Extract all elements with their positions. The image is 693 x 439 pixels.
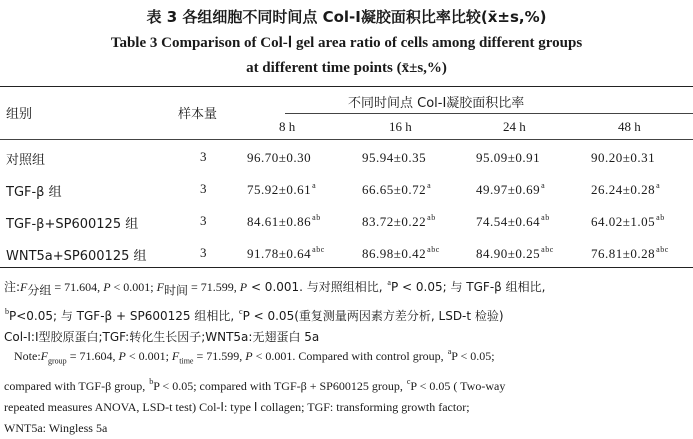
- table-title-english-line2: at different time points (x̄±s,%): [246, 60, 447, 76]
- cell-24h: 95.09±0.91: [476, 150, 541, 165]
- table-spanner-rule: [285, 113, 693, 114]
- cell-8h: 75.92±0.61$^a$: [247, 181, 317, 197]
- table-top-rule: [0, 86, 693, 87]
- note-cn-line2: $^b$P<0.05; 与 TGF-β + SP600125 组相比, $^c$P < 0.05(重复测量两因素方差分析, LSD-t 检验): [5, 307, 504, 324]
- header-time-16h: 16 h: [389, 119, 412, 134]
- note-en-line2: compared with TGF-β group, $^b$P < 0.05; compared with TGF-β + SP600125 group, $^c$P < 0.05 ( Two-way: [4, 377, 506, 394]
- cell-24h: 84.90±0.25$^{abc}$: [476, 245, 554, 261]
- cell-48h: 64.02±1.05$^{ab}$: [591, 213, 665, 229]
- cell-16h: 66.65±0.72$^a$: [362, 181, 432, 197]
- header-group: 组别: [6, 107, 33, 122]
- table-bottom-rule: [0, 267, 693, 268]
- cell-8h: 84.61±0.86$^{ab}$: [247, 213, 321, 229]
- row-sample-size: 3: [200, 245, 207, 260]
- cell-48h: 26.24±0.28$^a$: [591, 181, 661, 197]
- cell-16h: 83.72±0.22$^{ab}$: [362, 213, 436, 229]
- header-time-48h: 48 h: [618, 119, 641, 134]
- note-cn-line1: 注$:F_{分组} = 71.604$, P < 0.001; $F_{时间} = 71.599$, P < 0.001. 与对照组相比, $^a$P < 0.05; 与 TGF-β 组相比,: [4, 278, 546, 298]
- note-en-line4: WNT5a: Wingless 5a: [4, 421, 108, 436]
- cell-16h: 86.98±0.42$^{abc}$: [362, 245, 440, 261]
- cell-24h: 49.97±0.69$^a$: [476, 181, 546, 197]
- cell-24h: 74.54±0.64$^{ab}$: [476, 213, 550, 229]
- header-time-span: 不同时间点 Col-Ⅰ凝胶面积比率: [348, 96, 525, 111]
- header-time-8h: 8 h: [279, 119, 296, 134]
- note-en-line3: repeated measures ANOVA, LSD-t test) Col-Ⅰ: type Ⅰ collagen; TGF: transforming growth factor;: [4, 400, 470, 415]
- row-group-label: TGF-β 组: [6, 185, 62, 200]
- row-sample-size: 3: [200, 181, 207, 196]
- header-sample-size: 样本量: [178, 107, 218, 122]
- row-sample-size: 3: [200, 213, 207, 228]
- table-note-chinese: [4, 272, 690, 348]
- cell-48h: 90.20±0.31: [591, 150, 656, 165]
- row-sample-size: 3: [200, 149, 207, 164]
- table-header-rule: [0, 139, 693, 140]
- header-time-24h: 24 h: [503, 119, 526, 134]
- row-group-label: WNT5a+SP600125 组: [6, 249, 147, 264]
- row-group-label: TGF-β+SP600125 组: [6, 217, 139, 232]
- table-title-english-line1: Table 3 Comparison of Col-Ⅰ gel area ratio of cells among different groups: [110, 35, 583, 51]
- cell-48h: 76.81±0.28$^{abc}$: [591, 245, 669, 261]
- cell-8h: 91.78±0.64$^{abc}$: [247, 245, 325, 261]
- cell-8h: 96.70±0.30: [247, 150, 312, 165]
- note-en-line1: $Note:F_{group} = 71.604$, P < 0.001; $F_{time} = 71.599$, P < 0.001. Compared with control group, $^a$P < 0.05;: [14, 347, 495, 366]
- note-cn-abbreviations: Col-Ⅰ:Ⅰ型胶原蛋白;TGF:转化生长因子;WNT5a:无翅蛋白 5a: [4, 330, 320, 345]
- table-title-chinese: 表 3 各组细胞不同时间点 Col-Ⅰ凝胶面积比率比较(x̄±s,%): [146, 8, 547, 26]
- cell-16h: 95.94±0.35: [362, 150, 427, 165]
- row-group-label: 对照组: [6, 153, 46, 168]
- table-note-english: [4, 341, 690, 439]
